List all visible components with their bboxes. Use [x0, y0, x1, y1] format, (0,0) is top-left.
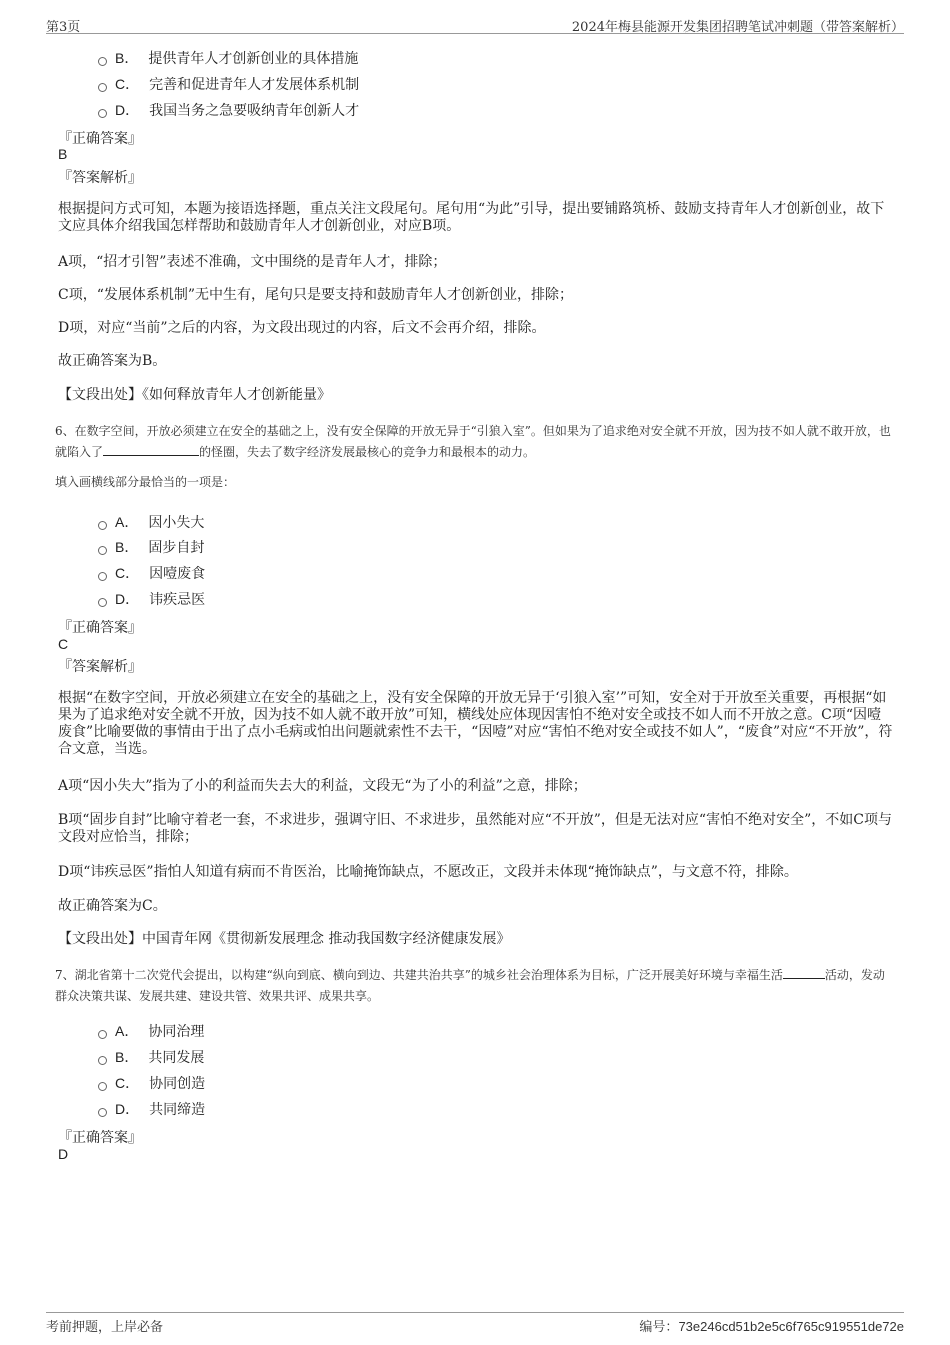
q5-option-c[interactable]: C． 完善和促进青年人才发展体系机制	[98, 74, 359, 94]
q6-analysis-para: D项“讳疾忌医”指怕人知道有病而不肯医治，比喻掩饰缺点，不愿改正，文段并未体现“掩饰缺点”，与文意不符，排除。	[58, 864, 798, 880]
page-footer	[46, 1312, 904, 1334]
page-number: 第3页	[46, 20, 81, 35]
q5-answer-label: 『正确答案』	[58, 131, 142, 147]
document-code: 编号：73e246cd51b2e5c6f765c919551de72e	[639, 1319, 904, 1335]
q5-option-b[interactable]: B． 提供青年人才创新创业的具体措施	[98, 48, 358, 68]
q5-analysis-para: D项，对应“当前”之后的内容，为文段出现过的内容，后文不会再介绍，排除。	[58, 320, 546, 336]
q6-prompt: 填入画横线部分最恰当的一项是：	[55, 475, 236, 489]
q6-question: 6、在数字空间，开放必须建立在安全的基础之上，没有安全保障的开放无异于“引狼入室”。但如果为了追求绝对安全就不开放，因为技不如人就不敢开放，也就陷入了 的怪圈，失去了数字经济发展最核心的竞争力和最根本的动力。	[55, 424, 891, 459]
radio-icon[interactable]	[98, 1056, 107, 1065]
q7-option-a[interactable]: A． 协同治理	[98, 1021, 204, 1041]
q6-analysis-label: 『答案解析』	[58, 659, 142, 675]
q6-source: 【文段出处】中国青年网《贯彻新发展理念 推动我国数字经济健康发展》	[58, 931, 511, 947]
q6-option-b[interactable]: B． 固步自封	[98, 537, 204, 557]
q6-analysis-para: 故正确答案为C。	[58, 898, 167, 914]
q5-answer: B	[58, 146, 68, 162]
q7-option-d[interactable]: D． 共同缔造	[98, 1099, 205, 1119]
page-header	[46, 14, 904, 34]
q6-option-c[interactable]: C． 因噎废食	[98, 563, 205, 583]
radio-icon[interactable]	[98, 109, 107, 118]
radio-icon[interactable]	[98, 1082, 107, 1091]
q5-analysis-para: C项，“发展体系机制”无中生有，尾句只是要支持和鼓励青年人才创新创业，排除；	[58, 287, 574, 303]
radio-icon[interactable]	[98, 57, 107, 66]
q6-analysis-para: B项“固步自封”比喻守着老一套，不求进步，强调守旧、不求进步，虽然能对应“不开放”，但是无法对应“害怕不绝对安全”，不如C项与文段对应恰当，排除；	[58, 812, 892, 845]
q6-analysis-para: 根据“在数字空间，开放必须建立在安全的基础之上，没有安全保障的开放无异于‘引狼入室’”可知，安全对于开放至关重要，再根据“如果为了追求绝对安全就不开放，因为技不如人就不敢开放”可知，横线处应体现因害怕不绝对安全或技不如人而不开放之意。C项“因噎废食”比喻要做的事情由于出了点小毛病或怕出问题就索性不去干，“因噎”对应“害怕不绝对安全或技不如人”，“废食”对应“不开放”，符合文意，当选。	[58, 690, 893, 757]
q7-answer: D	[58, 1146, 69, 1162]
radio-icon[interactable]	[98, 521, 107, 530]
q6-answer-label: 『正确答案』	[58, 620, 142, 636]
q6-analysis-para: A项“因小失大”指为了小的利益而失去大的利益，文段无“为了小的利益”之意，排除；	[58, 778, 587, 794]
q6-answer: C	[58, 636, 69, 652]
q6-option-a[interactable]: A． 因小失大	[98, 512, 204, 532]
radio-icon[interactable]	[98, 83, 107, 92]
answer-blank	[783, 966, 825, 979]
q7-option-c[interactable]: C． 协同创造	[98, 1073, 205, 1093]
radio-icon[interactable]	[98, 572, 107, 581]
q5-source: 【文段出处】《如何释放青年人才创新能量》	[58, 387, 331, 403]
q6-option-d[interactable]: D． 讳疾忌医	[98, 589, 205, 609]
footer-slogan: 考前押题，上岸必备	[46, 1320, 164, 1335]
radio-icon[interactable]	[98, 1108, 107, 1117]
radio-icon[interactable]	[98, 546, 107, 555]
answer-blank	[103, 443, 199, 456]
radio-icon[interactable]	[98, 1030, 107, 1039]
q7-option-b[interactable]: B． 共同发展	[98, 1047, 204, 1067]
q5-analysis-para: 根据提问方式可知，本题为接语选择题，重点关注文段尾句。尾句用“为此”引导，提出要铺路筑桥、鼓励支持青年人才创新创业，故下文应具体介绍我国怎样帮助和鼓励青年人才创新创业，对应B项。	[58, 201, 885, 234]
q5-analysis-para: A项，“招才引智”表述不准确，文中围绕的是青年人才，排除；	[58, 254, 447, 270]
q5-option-d[interactable]: D． 我国当务之急要吸纳青年创新人才	[98, 100, 359, 120]
q7-question: 7、湖北省第十二次党代会提出，以构建“纵向到底、横向到边、共建共治共享”的城乡社会治理体系为目标，广泛开展美好环境与幸福生活 活动，发动群众决策共谋、发展共建、建设共管、效果共评、成果共享。	[55, 968, 885, 1003]
document-title: 2024年梅县能源开发集团招聘笔试冲刺题（带答案解析）	[571, 20, 904, 35]
q5-analysis-para: 故正确答案为B。	[58, 353, 167, 369]
q7-answer-label: 『正确答案』	[58, 1130, 142, 1146]
q5-analysis-label: 『答案解析』	[58, 170, 142, 186]
radio-icon[interactable]	[98, 598, 107, 607]
